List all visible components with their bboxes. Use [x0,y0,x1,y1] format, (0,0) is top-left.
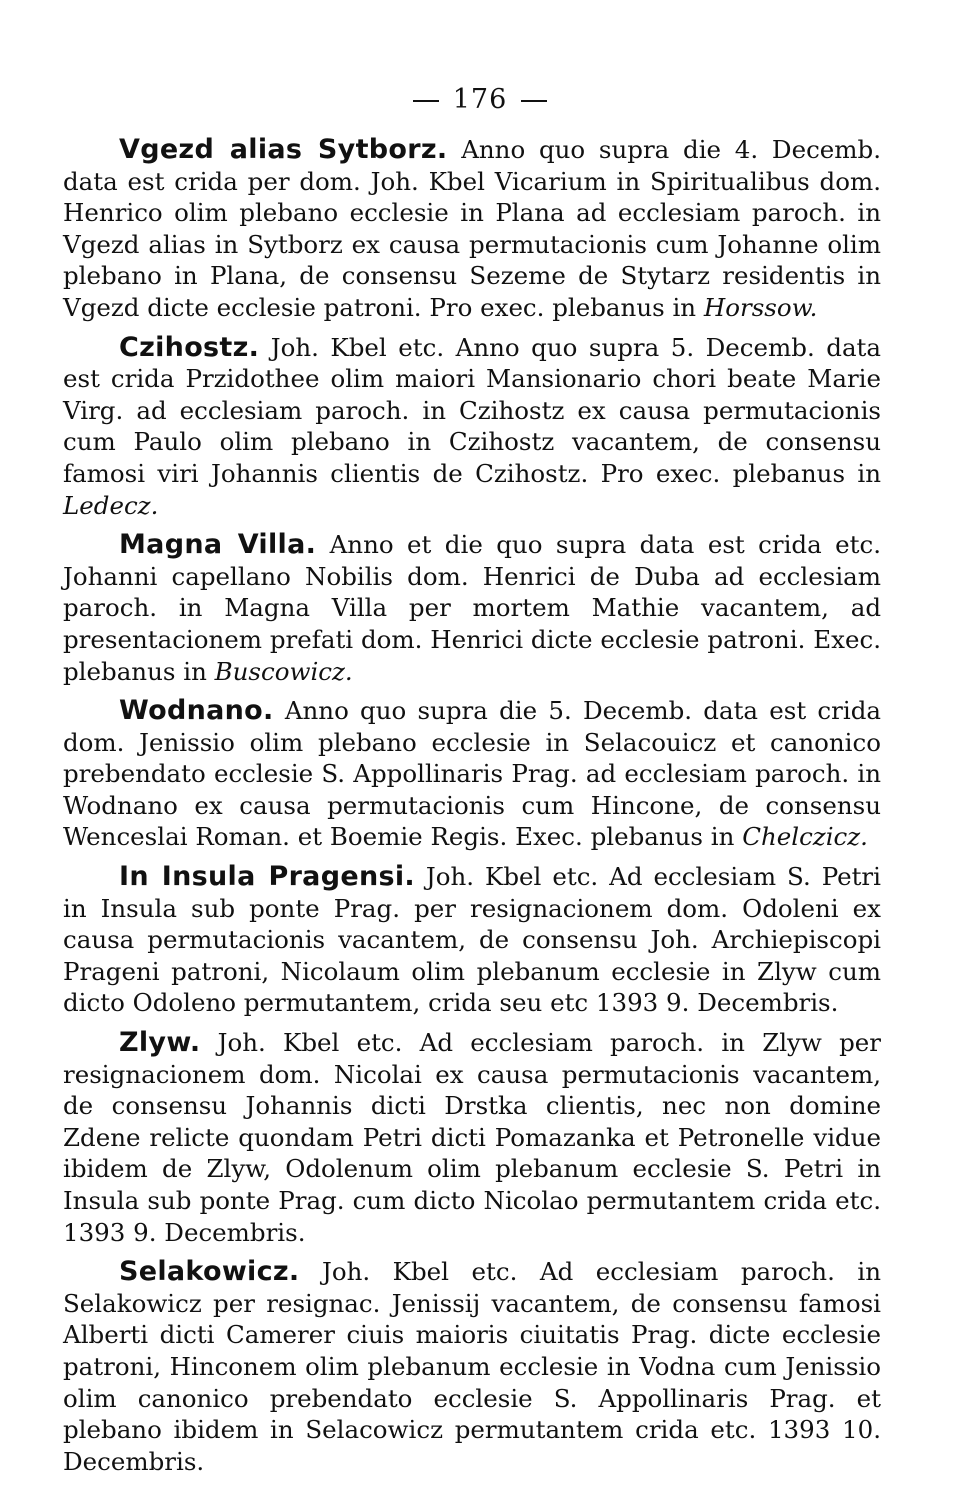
page-number-dash-right [521,100,547,102]
entry-italic: Chelczicz. [742,822,868,852]
entry-heading: Magna Villa. [119,529,317,561]
entry-selakowicz [63,1256,881,1477]
entry-italic: Horssow. [703,292,818,322]
entry-vgezd [63,134,881,324]
entry-heading: Czihostz. [119,331,260,363]
entry-text: Anno et die quo supra data est crida etc. Johanni capellano Nobilis dom. Henrici de Duba ad ecclesiam paroch. in Magna Villa per mortem Mathie vacantem, ad presentacionem prefati dom. Henrici dicte ecclesie patroni. Exec. plebanus in [63,530,882,686]
entry-text: Joh. Kbel etc. Ad ecclesiam S. Petri in Insula sub ponte Prag. per resignacionem dom. Odoleni ex causa permutacionis vacantem, de consensu Joh. Archiepiscopi Prageni patroni, Nicolaum olim plebanum ecclesie in Zlyw cum dicto Odoleno permutantem, crida seu etc 1393 9. Decembris. [63,862,881,1018]
entry-italic: Buscowicz. [214,656,353,686]
entry-heading: In Insula Pragensi. [119,861,415,893]
entry-text: Joh. Kbel etc. Anno quo supra 5. Decemb. data est crida Przidothee olim maiori Mansionario chori beate Marie Virg. ad ecclesiam paroch. in Czihostz ex causa permutacionis cum Paulo olim plebano in Czihostz vacantem, de consensu famosi viri Johannis clientis de Czihostz. Pro exec. plebanus in [63,332,881,488]
page-number [0,84,960,115]
entry-magna-villa [63,529,881,687]
entry-in-insula-pragensi [63,861,881,1019]
entry-italic: Ledecz. [63,490,159,520]
entry-heading: Vgezd alias Sytborz. [119,134,448,165]
entry-text: Anno quo supra die 5. Decemb. data est crida dom. Jenissio olim plebano ecclesie in Selacouicz et canonico prebendato ecclesie S. Appollinaris Prag. ad ecclesiam paroch. in Wodnano ex causa permutacionis cum Hincone, de consensu Wenceslai Roman. et Boemie Regis. Exec. plebanus in [63,696,881,852]
entry-text: Joh. Kbel etc. Ad ecclesiam paroch. in Selakowicz per resignac. Jenissij vacantem, de consensu famosi Alberti dicti Camerer ciuis maioris ciuitatis Prag. dicte ecclesie patroni, Hinconem olim plebanum ecclesie in Vodna cum Jenissio olim canonico prebendato ecclesie S. Appollinaris Prag. et plebano ibidem in Selacowicz permutantem crida etc. 1393 10. Decembris. [63,1257,881,1476]
entry-czihostz [63,332,881,522]
entry-heading: Wodnano. [119,695,274,727]
entries-list [63,134,881,1485]
page-number-text: 176 [452,84,508,115]
entry-zlyw [63,1027,881,1248]
entry-wodnano [63,695,881,853]
page-number-dash-left [413,100,439,102]
entry-heading: Zlyw. [119,1027,201,1059]
entry-text: Anno quo supra die 4. Decemb. data est crida per dom. Joh. Kbel Vicarium in Spiritualibus dom. Henrico olim plebano ecclesie in Plana ad ecclesiam paroch. in Vgezd alias in Sytborz ex causa permutacionis cum Johanne olim plebano in Plana, de consensu Sezeme de Stytarz residentis in Vgezd dicte ecclesie patroni. Pro exec. plebanus in [63,135,881,322]
entry-text: Joh. Kbel etc. Ad ecclesiam paroch. in Zlyw per resignacionem dom. Nicolai ex causa permutacionis vacantem, de consensu Johannis dicti Drstka clientis, nec non domine Zdene relicte quondam Petri dicti Pomazanka et Petronelle vidue ibidem de Zlyw, Odolenum olim plebanum ecclesie S. Petri in Insula sub ponte Prag. cum dicto Nicolao permutantem crida etc. 1393 9. Decembris. [63,1028,881,1247]
entry-heading: Selakowicz. [119,1256,300,1288]
